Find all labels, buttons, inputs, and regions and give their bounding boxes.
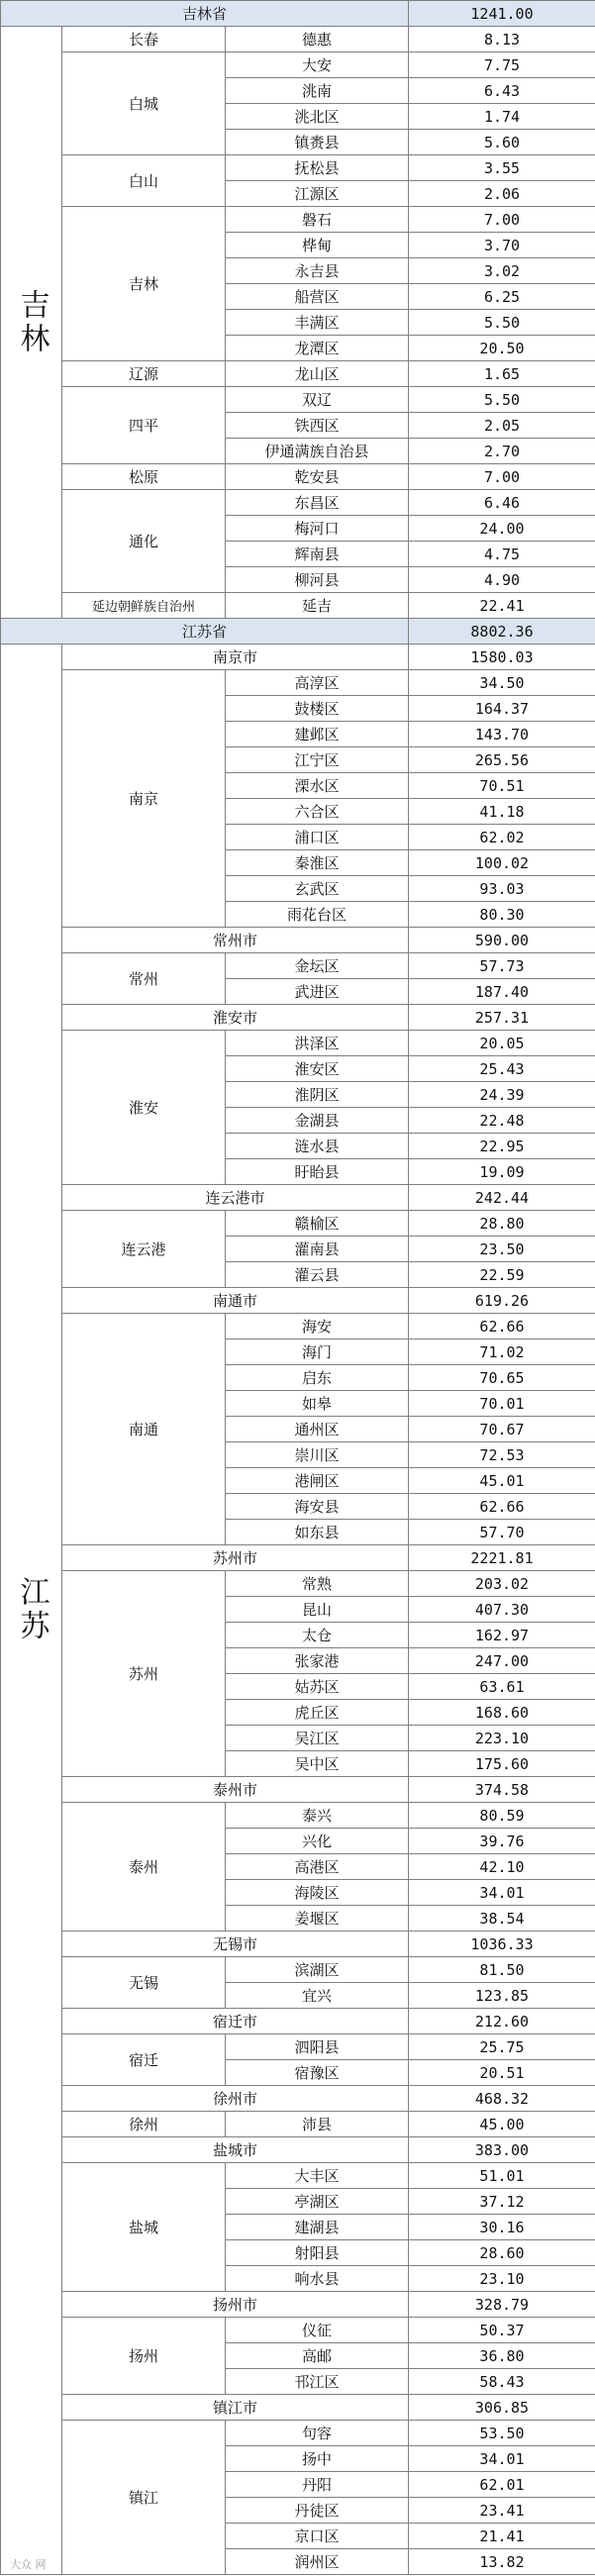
district-name: 如皋: [225, 1390, 409, 1417]
district-value: 6.46: [408, 489, 595, 516]
district-value: 22.95: [408, 1133, 595, 1159]
watermark: 大众 网: [10, 2558, 47, 2571]
district-value: 7.00: [408, 463, 595, 490]
district-name: 柳河县: [225, 566, 409, 593]
district-name: 洮北区: [225, 103, 409, 130]
district-value: 25.43: [408, 1055, 595, 1082]
district-value: 23.10: [408, 2265, 595, 2292]
district-name: 港闸区: [225, 1467, 409, 1494]
district-value: 5.50: [408, 309, 595, 336]
city-total: 468.32: [408, 2085, 595, 2112]
province-header: 吉林省: [0, 0, 409, 27]
district-value: 7.00: [408, 206, 595, 233]
city-total: 1580.03: [408, 644, 595, 670]
district-name: 宜兴: [225, 1982, 409, 2009]
district-value: 70.65: [408, 1364, 595, 1391]
province-total: 8802.36: [408, 618, 595, 644]
district-name: 鼓楼区: [225, 695, 409, 722]
district-name: 仪征: [225, 2317, 409, 2343]
district-value: 71.02: [408, 1338, 595, 1365]
district-name: 昆山: [225, 1596, 409, 1623]
district-name: 淮安区: [225, 1055, 409, 1082]
district-name: 扬中: [225, 2445, 409, 2472]
district-value: 80.59: [408, 1802, 595, 1829]
district-value: 23.41: [408, 2497, 595, 2524]
district-value: 4.75: [408, 541, 595, 567]
district-value: 175.60: [408, 1750, 595, 1777]
district-name: 船营区: [225, 283, 409, 310]
city-header: 连云港市: [61, 1184, 409, 1211]
city-header: 徐州市: [61, 2085, 409, 2112]
district-value: 38.54: [408, 1905, 595, 1932]
district-name: 泗阳县: [225, 2033, 409, 2060]
district-name: 江源区: [225, 180, 409, 207]
district-name: 丹阳: [225, 2471, 409, 2498]
city-header: 盐城市: [61, 2136, 409, 2163]
district-name: 东昌区: [225, 489, 409, 516]
province-header: 江苏省: [0, 618, 409, 644]
district-name: 灌云县: [225, 1261, 409, 1288]
district-name: 延吉: [225, 592, 409, 619]
district-name: 铁西区: [225, 412, 409, 439]
district-name: 润州区: [225, 2548, 409, 2575]
district-value: 34.01: [408, 2445, 595, 2472]
district-name: 京口区: [225, 2523, 409, 2549]
district-name: 德惠: [225, 26, 409, 52]
district-value: 8.13: [408, 26, 595, 52]
district-value: 265.56: [408, 746, 595, 773]
district-name: 梅河口: [225, 515, 409, 542]
city-header: 泰州市: [61, 1776, 409, 1803]
district-name: 丹徒区: [225, 2497, 409, 2524]
city-header: 南京市: [61, 644, 409, 670]
district-name: 太仓: [225, 1622, 409, 1648]
district-value: 100.02: [408, 849, 595, 876]
district-value: 70.51: [408, 772, 595, 799]
district-value: 41.18: [408, 798, 595, 825]
district-name: 武进区: [225, 978, 409, 1005]
district-name: 沛县: [225, 2111, 409, 2137]
province-total: 1241.00: [408, 0, 595, 27]
district-name: 崇川区: [225, 1441, 409, 1468]
district-value: 21.41: [408, 2523, 595, 2549]
district-name: 盱眙县: [225, 1158, 409, 1185]
district-name: 丰满区: [225, 309, 409, 336]
district-value: 36.80: [408, 2342, 595, 2369]
district-name: 滨湖区: [225, 1956, 409, 1983]
city-total: 242.44: [408, 1184, 595, 1211]
district-name: 射阳县: [225, 2239, 409, 2266]
district-name: 高邮: [225, 2342, 409, 2369]
district-value: 28.80: [408, 1210, 595, 1237]
city-total: 212.60: [408, 2008, 595, 2034]
city-header: 宿迁市: [61, 2008, 409, 2034]
district-name: 姜堰区: [225, 1905, 409, 1932]
district-name: 六合区: [225, 798, 409, 825]
province-label: 江苏: [0, 644, 62, 2575]
district-name: 桦甸: [225, 232, 409, 258]
city-name: 白城: [61, 51, 226, 155]
district-value: 72.53: [408, 1441, 595, 1468]
district-name: 淮阴区: [225, 1081, 409, 1108]
district-name: 抚松县: [225, 154, 409, 181]
district-name: 响水县: [225, 2265, 409, 2292]
district-value: 247.00: [408, 1647, 595, 1674]
district-name: 浦口区: [225, 824, 409, 850]
district-name: 如东县: [225, 1519, 409, 1545]
city-total: 619.26: [408, 1287, 595, 1314]
city-header: 扬州市: [61, 2291, 409, 2318]
district-value: 39.76: [408, 1828, 595, 1854]
district-value: 22.59: [408, 1261, 595, 1288]
district-value: 70.01: [408, 1390, 595, 1417]
district-value: 50.37: [408, 2317, 595, 2343]
district-value: 7.75: [408, 51, 595, 78]
district-name: 洪泽区: [225, 1030, 409, 1056]
district-value: 70.67: [408, 1416, 595, 1442]
district-value: 58.43: [408, 2368, 595, 2395]
city-total: 257.31: [408, 1004, 595, 1031]
city-total: 374.58: [408, 1776, 595, 1803]
district-value: 1.65: [408, 360, 595, 387]
city-name: 长春: [61, 26, 226, 52]
city-name: 四平: [61, 386, 226, 464]
city-header: 淮安市: [61, 1004, 409, 1031]
city-total: 2221.81: [408, 1544, 595, 1571]
district-value: 4.90: [408, 566, 595, 593]
district-value: 24.39: [408, 1081, 595, 1108]
district-name: 吴中区: [225, 1750, 409, 1777]
city-total: 590.00: [408, 927, 595, 953]
district-name: 伊通满族自治县: [225, 438, 409, 464]
district-name: 吴江区: [225, 1725, 409, 1751]
district-value: 51.01: [408, 2162, 595, 2189]
district-value: 203.02: [408, 1570, 595, 1597]
district-name: 高淳区: [225, 669, 409, 696]
district-name: 通州区: [225, 1416, 409, 1442]
city-name: 白山: [61, 154, 226, 207]
district-value: 6.25: [408, 283, 595, 310]
city-header: 苏州市: [61, 1544, 409, 1571]
city-name: 常州: [61, 952, 226, 1005]
district-value: 143.70: [408, 721, 595, 747]
city-total: 1036.33: [408, 1931, 595, 1957]
district-value: 5.50: [408, 386, 595, 413]
district-value: 162.97: [408, 1622, 595, 1648]
city-name: 泰州: [61, 1802, 226, 1932]
district-value: 19.09: [408, 1158, 595, 1185]
district-value: 22.41: [408, 592, 595, 619]
city-name: 扬州: [61, 2317, 226, 2395]
district-value: 20.51: [408, 2059, 595, 2086]
district-value: 30.16: [408, 2214, 595, 2240]
district-name: 玄武区: [225, 875, 409, 902]
district-name: 双辽: [225, 386, 409, 413]
district-name: 张家港: [225, 1647, 409, 1674]
district-value: 407.30: [408, 1596, 595, 1623]
district-name: 雨花台区: [225, 901, 409, 928]
district-value: 20.50: [408, 335, 595, 361]
district-value: 45.01: [408, 1467, 595, 1494]
district-value: 2.70: [408, 438, 595, 464]
district-value: 3.02: [408, 257, 595, 284]
city-name: 南通: [61, 1313, 226, 1545]
district-name: 海门: [225, 1338, 409, 1365]
city-name: 辽源: [61, 360, 226, 387]
district-value: 42.10: [408, 1853, 595, 1880]
district-value: 53.50: [408, 2420, 595, 2446]
city-name: 通化: [61, 489, 226, 593]
district-name: 龙山区: [225, 360, 409, 387]
city-name: 延边朝鲜族自治州: [61, 592, 226, 619]
district-name: 大丰区: [225, 2162, 409, 2189]
city-name: 镇江: [61, 2420, 226, 2575]
city-name: 盐城: [61, 2162, 226, 2292]
district-value: 13.82: [408, 2548, 595, 2575]
district-value: 123.85: [408, 1982, 595, 2009]
district-name: 秦淮区: [225, 849, 409, 876]
district-name: 虎丘区: [225, 1699, 409, 1726]
district-name: 大安: [225, 51, 409, 78]
district-name: 海安县: [225, 1493, 409, 1520]
district-value: 80.30: [408, 901, 595, 928]
district-name: 海安: [225, 1313, 409, 1339]
district-value: 164.37: [408, 695, 595, 722]
city-header: 无锡市: [61, 1931, 409, 1957]
district-name: 洮南: [225, 77, 409, 104]
city-name: 南京: [61, 669, 226, 928]
city-header: 镇江市: [61, 2394, 409, 2421]
district-value: 1.74: [408, 103, 595, 130]
district-value: 2.05: [408, 412, 595, 439]
district-value: 168.60: [408, 1699, 595, 1726]
district-value: 57.73: [408, 952, 595, 979]
city-total: 306.85: [408, 2394, 595, 2421]
district-name: 金坛区: [225, 952, 409, 979]
district-value: 34.50: [408, 669, 595, 696]
city-total: 383.00: [408, 2136, 595, 2163]
district-name: 建湖县: [225, 2214, 409, 2240]
province-label: 吉林: [0, 26, 62, 619]
district-name: 乾安县: [225, 463, 409, 490]
district-value: 6.43: [408, 77, 595, 104]
district-name: 亭湖区: [225, 2188, 409, 2215]
district-name: 启东: [225, 1364, 409, 1391]
district-name: 泰兴: [225, 1802, 409, 1829]
district-value: 20.05: [408, 1030, 595, 1056]
city-name: 连云港: [61, 1210, 226, 1288]
district-name: 溧水区: [225, 772, 409, 799]
district-value: 28.60: [408, 2239, 595, 2266]
district-value: 3.70: [408, 232, 595, 258]
district-name: 永吉县: [225, 257, 409, 284]
district-name: 赣榆区: [225, 1210, 409, 1237]
city-header: 南通市: [61, 1287, 409, 1314]
district-name: 龙潭区: [225, 335, 409, 361]
district-name: 辉南县: [225, 541, 409, 567]
district-value: 62.01: [408, 2471, 595, 2498]
district-name: 海陵区: [225, 1879, 409, 1906]
district-value: 62.02: [408, 824, 595, 850]
district-value: 22.48: [408, 1107, 595, 1134]
district-value: 93.03: [408, 875, 595, 902]
district-name: 金湖县: [225, 1107, 409, 1134]
district-name: 常熟: [225, 1570, 409, 1597]
city-name: 苏州: [61, 1570, 226, 1777]
city-name: 松原: [61, 463, 226, 490]
district-value: 37.12: [408, 2188, 595, 2215]
district-value: 2.06: [408, 180, 595, 207]
district-name: 镇赉县: [225, 129, 409, 155]
city-name: 淮安: [61, 1030, 226, 1185]
district-value: 63.61: [408, 1673, 595, 1700]
city-header: 常州市: [61, 927, 409, 953]
district-name: 姑苏区: [225, 1673, 409, 1700]
district-name: 涟水县: [225, 1133, 409, 1159]
city-name: 无锡: [61, 1956, 226, 2009]
city-name: 宿迁: [61, 2033, 226, 2086]
district-name: 宿豫区: [225, 2059, 409, 2086]
district-value: 187.40: [408, 978, 595, 1005]
district-name: 灌南县: [225, 1236, 409, 1262]
city-name: 徐州: [61, 2111, 226, 2137]
district-value: 62.66: [408, 1493, 595, 1520]
district-value: 25.75: [408, 2033, 595, 2060]
district-name: 兴化: [225, 1828, 409, 1854]
district-name: 建邺区: [225, 721, 409, 747]
district-value: 24.00: [408, 515, 595, 542]
district-name: 磐石: [225, 206, 409, 233]
district-value: 45.00: [408, 2111, 595, 2137]
district-name: 江宁区: [225, 746, 409, 773]
district-value: 81.50: [408, 1956, 595, 1983]
district-value: 23.50: [408, 1236, 595, 1262]
district-value: 57.70: [408, 1519, 595, 1545]
district-value: 62.66: [408, 1313, 595, 1339]
district-name: 高港区: [225, 1853, 409, 1880]
district-value: 5.60: [408, 129, 595, 155]
city-name: 吉林: [61, 206, 226, 361]
district-name: 句容: [225, 2420, 409, 2446]
district-value: 34.01: [408, 1879, 595, 1906]
district-value: 3.55: [408, 154, 595, 181]
district-value: 223.10: [408, 1725, 595, 1751]
city-total: 328.79: [408, 2291, 595, 2318]
district-name: 邗江区: [225, 2368, 409, 2395]
